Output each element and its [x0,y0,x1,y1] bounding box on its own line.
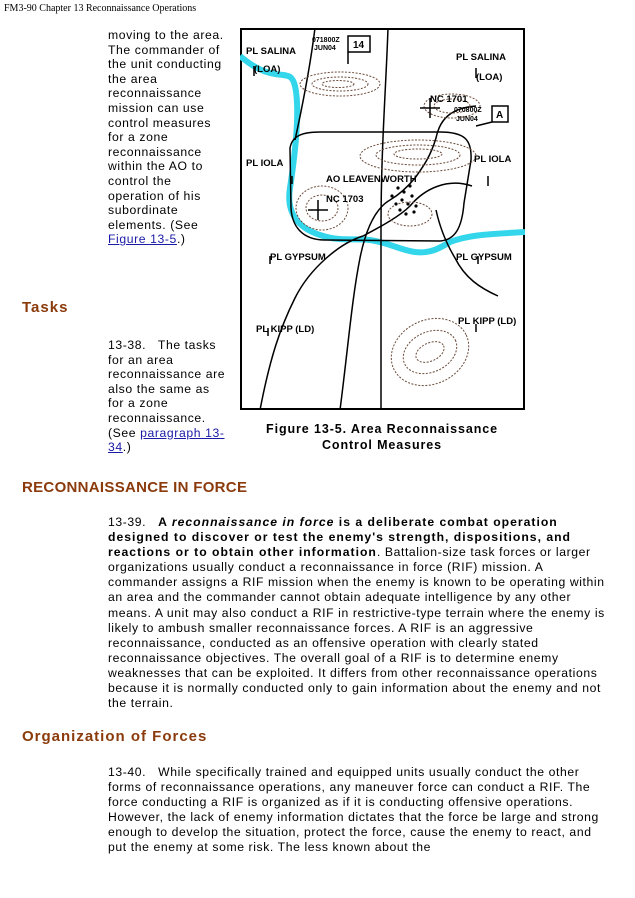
nc1703-label: NC 1703 [326,194,364,205]
pl-gypsum-right-label: PL GYPSUM [456,252,512,263]
pl-iola-left-label: PL IOLA [246,158,284,169]
dtg-left-line1: 071800Z [312,37,340,44]
unit-right-designator: A [496,110,504,121]
pl-iola-right-label: PL IOLA [474,154,512,165]
map-border [241,29,524,409]
rif-heading: RECONNAISSANCE IN FORCE [22,479,248,496]
org-paragraph: 13-40. While specifically trained and equipped units usually conduct the other forms of reconnaissance operations, any maneuver force can conduct a RIF. The force conducting a RIF is organized as if it is conducting offensive operations. However, the lack of enemy information dictates that the force be large and strong enough to develop the situation, protect the force, cause the enemy to react, and put the enemy at some risk. The less known about the [108,765,599,855]
loa-left-label: (LOA) [254,64,281,75]
dtg-left-line2: JUN04 [314,45,336,52]
pl-salina-left-label: PL SALINA [246,46,296,57]
intro-paragraph [108,28,226,247]
running-header: FM3-90 Chapter 13 Reconnaissance Operations [4,3,197,14]
rif-term: reconnaissance in force [171,515,335,529]
figure-caption [240,421,524,453]
ao-label: AO LEAVENWORTH [326,174,417,185]
dtg-right-line1: 070800Z [454,107,482,114]
dtg-right-line2: JUN04 [456,116,478,123]
paragraph-link[interactable]: paragraph 13-34 [108,425,225,455]
area-recon-map [240,28,525,410]
tasks-text: 13-38. The tasks for an area reconnaissance are also the same as for a zone reconnaissance. (See [108,338,226,440]
rif-number: 13-39. [108,515,159,529]
intro-tail: .) [176,232,186,247]
tasks-tail: .) [122,440,132,455]
figure-link[interactable]: Figure 13-5 [108,232,177,247]
rif-text: . Battalion-size task forces or larger organizations usually conduct a reconnaissance in force (RIF) mission. A commander assigns a RIF mission when the enemy is known to be operating within an area and the commander cannot obtain adequate intelligence by any other means. A unit may also conduct a RIF in restrictive-type terrain where the enemy is likely to ambush smaller reconnaissance forces. A RIF is an aggressive reconnaissance, conducted as an offensive operation with clearly stated reconnaissance objectives. The overall goal of a RIF is to determine enemy weaknesses that can be exploited. It differs from other reconnaissance operations because it is normally conducted only to gain information about the enemy and not the terrain. [108,545,605,711]
caption-line2: Control Measures [322,438,442,452]
tasks-heading: Tasks [22,299,69,316]
org-heading: Organization of Forces [22,728,208,745]
pl-salina-right-label: PL SALINA [456,52,506,63]
caption-line1: Figure 13-5. Area Reconnaissance [266,422,498,436]
rif-definition: is a deliberate combat operation designed to discover or test the enemy's strength, dispositions, and reactions or to obtain other information [108,515,572,560]
unit-left-designator: 14 [353,40,365,51]
intro-text: moving to the area. The commander of the unit conducting the area reconnaissance mission can use control measures for a zone reconnaissance within the AO to control the operation of his subordinate elements. (See [108,28,224,232]
nc1701-label: NC 1701 [430,94,468,105]
rif-bold-lead: A [158,515,172,529]
tasks-paragraph [108,338,226,455]
pl-kipp-left-label: PL KIPP (LD) [256,324,315,335]
rif-paragraph [108,515,606,711]
pl-gypsum-left-label: PL GYPSUM [270,252,326,263]
loa-right-label: (LOA) [476,72,503,83]
pl-kipp-right-label: PL KIPP (LD) [458,316,517,327]
